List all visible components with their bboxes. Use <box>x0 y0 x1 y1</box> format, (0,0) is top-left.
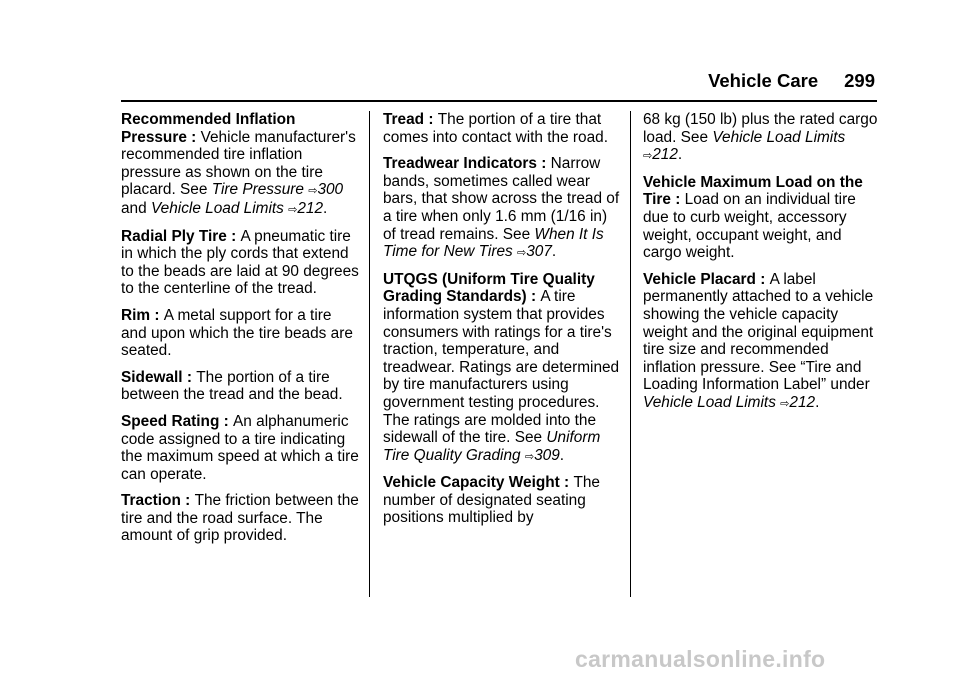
glossary-entry <box>121 111 359 219</box>
reference-trailing-text: . <box>677 146 683 164</box>
glossary-entry <box>643 271 881 413</box>
page-reference-arrow-icon: ⇨ <box>780 396 790 410</box>
term-separator: : <box>180 492 195 510</box>
reference-page-number[interactable]: 212 <box>297 199 324 217</box>
glossary-entry <box>121 369 359 404</box>
glossary-term: Sidewall <box>121 368 183 386</box>
reference-page-number[interactable]: 307 <box>526 243 552 261</box>
column-1 <box>121 111 359 554</box>
cross-reference-link[interactable]: Vehicle Load Limits <box>150 199 284 217</box>
glossary-definition: A pneumatic tire in which the ply cords that extend to the beads are laid at 90 degrees to the centerline of the tread. <box>121 227 359 298</box>
glossary-term: Tread <box>383 111 425 128</box>
term-separator: : <box>670 191 685 209</box>
page-reference-arrow-icon: ⇨ <box>308 184 318 198</box>
glossary-definition: Load on an individual tire due to curb weight, accessory weight, occupant weight, and cargo weight. <box>643 191 856 262</box>
column-divider-2 <box>630 111 631 597</box>
reference-page-number[interactable]: 309 <box>534 446 560 464</box>
cross-reference-link[interactable]: Vehicle Load Limits <box>712 128 846 146</box>
glossary-term: Rim <box>121 306 151 324</box>
glossary-term: Treadwear Indicators <box>383 155 537 173</box>
term-separator: : <box>424 111 438 128</box>
cross-reference-link[interactable]: Vehicle Load Limits <box>643 393 776 411</box>
term-separator: : <box>755 270 770 288</box>
glossary-definition: Vehicle manufacturer's recommended tire inflation pressure as shown on the tire placard. See <box>121 128 356 199</box>
glossary-term: Recommended Inflation Pressure <box>121 111 296 146</box>
glossary-entry <box>383 155 621 262</box>
reference-page-number[interactable]: 212 <box>652 146 678 164</box>
column-divider-1 <box>369 111 370 597</box>
reference-page-number[interactable]: 300 <box>317 181 344 199</box>
glossary-definition: Narrow bands, sometimes called wear bars, that show across the tread of a tire when only 1.6 mm (1/16 in) of tread remains. See <box>383 155 620 243</box>
term-separator: : <box>226 227 241 245</box>
cross-reference-link[interactable]: When It Is Time for New Tires <box>383 225 604 261</box>
reference-trailing-text: and <box>121 199 151 217</box>
glossary-entry <box>121 307 359 360</box>
glossary-term: Vehicle Capacity Weight <box>383 474 560 492</box>
glossary-entry <box>383 271 621 466</box>
glossary-definition: A metal support for a tire and upon which the tire beads are seated. <box>121 306 353 360</box>
glossary-definition: The portion of a tire that comes into contact with the road. <box>383 111 608 146</box>
watermark: carmanualsonline.info <box>575 646 826 672</box>
cross-reference-link[interactable]: Uniform Tire Quality Grading <box>383 429 601 464</box>
glossary-definition: The portion of a tire between the tread and the bead. <box>121 368 343 404</box>
term-separator: : <box>559 474 574 492</box>
term-separator: : <box>536 155 551 173</box>
reference-page-number[interactable]: 212 <box>789 393 816 411</box>
term-separator: : <box>219 412 234 430</box>
glossary-definition: 68 kg (150 lb) plus the rated cargo load. See <box>643 111 878 146</box>
term-separator: : <box>182 368 197 386</box>
glossary-entry <box>383 111 621 146</box>
glossary-definition: A tire information system that provides consumers with ratings for a tire's traction, temperature, and treadwear. Ratings are determined by tire manufacturers using government testing procedures. The ratings are molded into the sidewall of the tire. See <box>383 288 620 447</box>
page-reference-arrow-icon: ⇨ <box>288 202 298 216</box>
cross-reference-link[interactable]: Tire Pressure <box>211 181 304 199</box>
reference-trailing-text: . <box>323 199 328 217</box>
glossary-term: UTQGS (Uniform Tire Quality Grading Standards) <box>383 270 595 306</box>
page-number: 299 <box>844 70 875 91</box>
glossary-entry <box>383 474 621 527</box>
glossary-entry <box>121 228 359 298</box>
reference-trailing-text: . <box>559 446 565 464</box>
column-3 <box>643 111 881 422</box>
term-separator: : <box>526 288 541 306</box>
glossary-definition: The number of designated seating positions multiplied by <box>383 474 600 527</box>
page-reference-arrow-icon: ⇨ <box>524 449 535 463</box>
term-separator: : <box>150 306 164 324</box>
glossary-term: Vehicle Maximum Load on the Tire <box>643 173 863 209</box>
page-reference-arrow-icon: ⇨ <box>517 246 527 260</box>
page-header <box>600 70 875 92</box>
glossary-definition: A label permanently attached to a vehicle showing the vehicle capacity weight and the original equipment tire size and recommended inflation pressure. See “Tire and Loading Information Label” under <box>643 270 874 394</box>
glossary-definition: The friction between the tire and the road surface. The amount of grip provided. <box>121 492 359 545</box>
header-rule <box>121 100 877 102</box>
section-title: Vehicle Care <box>708 70 819 91</box>
glossary-definition: An alphanumeric code assigned to a tire indicating the maximum speed at which a tire can operate. <box>121 412 359 483</box>
glossary-term: Speed Rating <box>121 412 220 430</box>
glossary-entry <box>121 413 359 483</box>
term-separator: : <box>186 128 201 146</box>
page-reference-arrow-icon: ⇨ <box>643 149 653 163</box>
glossary-term: Vehicle Placard <box>643 270 756 288</box>
column-2 <box>383 111 621 536</box>
glossary-term: Traction <box>121 492 181 510</box>
reference-trailing-text: . <box>551 243 557 261</box>
reference-trailing-text: . <box>815 393 820 411</box>
glossary-entry <box>643 111 881 165</box>
glossary-entry <box>643 174 881 262</box>
glossary-term: Radial Ply Tire <box>121 227 227 245</box>
glossary-entry <box>121 492 359 545</box>
